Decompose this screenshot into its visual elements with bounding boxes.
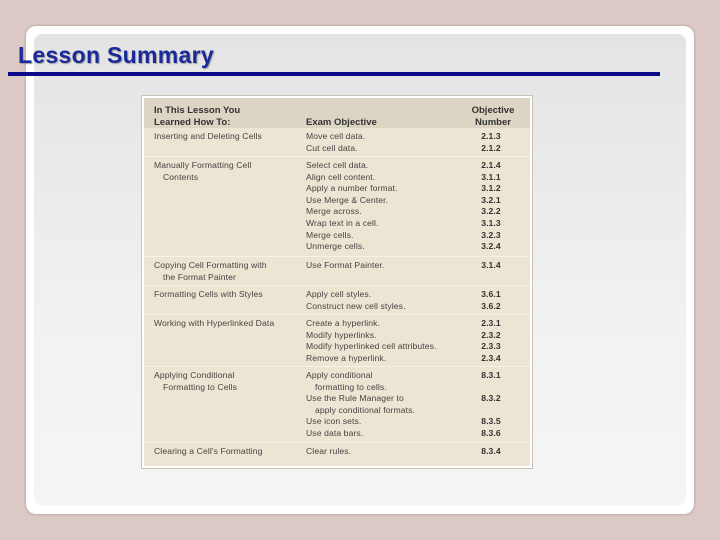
number-text: 3.1.1 [481,171,501,182]
skill-cell [154,131,294,143]
number-text: 8.3.6 [481,427,501,438]
objective-text: Apply cell styles. [306,289,372,299]
skill-text: Copying Cell Formatting with [154,260,267,270]
number-cell [462,289,520,312]
number-text: 3.1.3 [481,217,501,228]
table-header [144,98,530,128]
objective-text: Apply conditional [306,370,373,380]
table-row [144,314,530,366]
number-text: 3.2.1 [481,194,501,205]
skill-cell [154,370,294,393]
objective-text: Align cell content. [306,171,376,182]
table-body [144,128,530,467]
objective-text: Use Merge & Center. [306,194,389,205]
number-text: 3.6.2 [481,300,501,311]
header-skill [154,105,294,128]
number-text: 3.2.2 [481,206,501,217]
objective-text: Clear rules. [306,446,352,456]
header-number-line2: Number [475,116,511,128]
skill-text: Formatting Cells with Styles [154,289,263,299]
objective-text: Merge across. [306,206,362,217]
number-text: 8.3.5 [481,416,501,427]
number-text: 3.6.1 [481,289,501,299]
objective-cell [306,160,466,253]
number-text: 2.3.3 [481,341,501,352]
objective-text: Cut cell data. [306,142,358,153]
number-text: 3.1.2 [481,183,501,194]
table-row [144,128,530,156]
lesson-summary-table [142,96,532,468]
skill-cell [154,318,294,330]
number-text: 2.1.4 [481,160,501,170]
number-cell [462,446,520,458]
objective-text: Remove a hyperlink. [306,352,387,363]
number-text: 2.3.2 [481,329,501,340]
number-spacer [462,405,520,417]
number-text: 2.1.3 [481,131,501,141]
objective-text: Merge cells. [306,229,354,240]
objective-text: Use the Rule Manager to [306,393,404,404]
number-text: 8.3.2 [481,393,501,404]
skill-text: Working with Hyperlinked Data [154,318,275,328]
skill-cell [154,289,294,301]
objective-text: Unmerge cells. [306,241,365,252]
objective-text: formatting to cells. [315,381,387,392]
number-text: 3.2.3 [481,229,501,240]
objective-cell [306,260,466,272]
header-skill-line1: In This Lesson You [154,105,241,116]
number-spacer [462,382,520,394]
number-cell [462,260,520,272]
objective-text: apply conditional formats. [315,404,416,415]
objective-cell [306,446,466,458]
skill-text: Inserting and Deleting Cells [154,131,262,141]
skill-text: Contents [163,171,199,182]
header-objective: Exam Objective [306,117,377,128]
table-row [144,442,530,467]
objective-text: Move cell data. [306,131,366,141]
number-text: 8.3.4 [481,446,501,456]
objective-text: Select cell data. [306,160,369,170]
objective-text: Use Format Painter. [306,260,385,270]
number-text: 3.2.4 [481,241,501,252]
number-text: 8.3.1 [481,370,501,380]
number-cell [462,370,520,440]
skill-text: Formatting to Cells [163,381,238,392]
number-text: 3.1.4 [481,260,501,270]
objective-cell [306,131,466,154]
objective-text: Wrap text in a cell. [306,217,379,228]
objective-text: Construct new cell styles. [306,300,406,311]
skill-text: Applying Conditional [154,370,235,380]
skill-cell [154,160,294,183]
header-number [464,105,522,128]
number-text: 2.3.1 [481,318,501,328]
table-row [144,285,530,314]
skill-text: the Format Painter [163,271,236,282]
objective-text: Modify hyperlinked cell attributes. [306,341,437,352]
table-row [144,156,530,256]
table-row [144,256,530,285]
objective-text: Use data bars. [306,427,364,438]
number-text: 2.1.2 [481,142,501,153]
objective-text: Use icon sets. [306,416,362,427]
table-row [144,366,530,442]
header-skill-line2: Learned How To: [154,116,231,128]
skill-cell [154,446,294,458]
title-divider [8,72,660,76]
objective-cell [306,318,466,364]
number-cell [462,131,520,154]
slide-title: Lesson Summary [18,42,214,68]
number-cell [462,160,520,253]
skill-text: Manually Formatting Cell [154,160,252,170]
objective-cell [306,370,466,440]
objective-text: Create a hyperlink. [306,318,381,328]
objective-text: Apply a number format. [306,183,398,194]
objective-text: Modify hyperlinks. [306,329,377,340]
number-cell [462,318,520,364]
skill-text: Clearing a Cell's Formatting [154,446,263,456]
objective-cell [306,289,466,312]
skill-cell [154,260,294,283]
number-text: 2.3.4 [481,352,501,363]
header-number-line1: Objective [471,105,515,116]
